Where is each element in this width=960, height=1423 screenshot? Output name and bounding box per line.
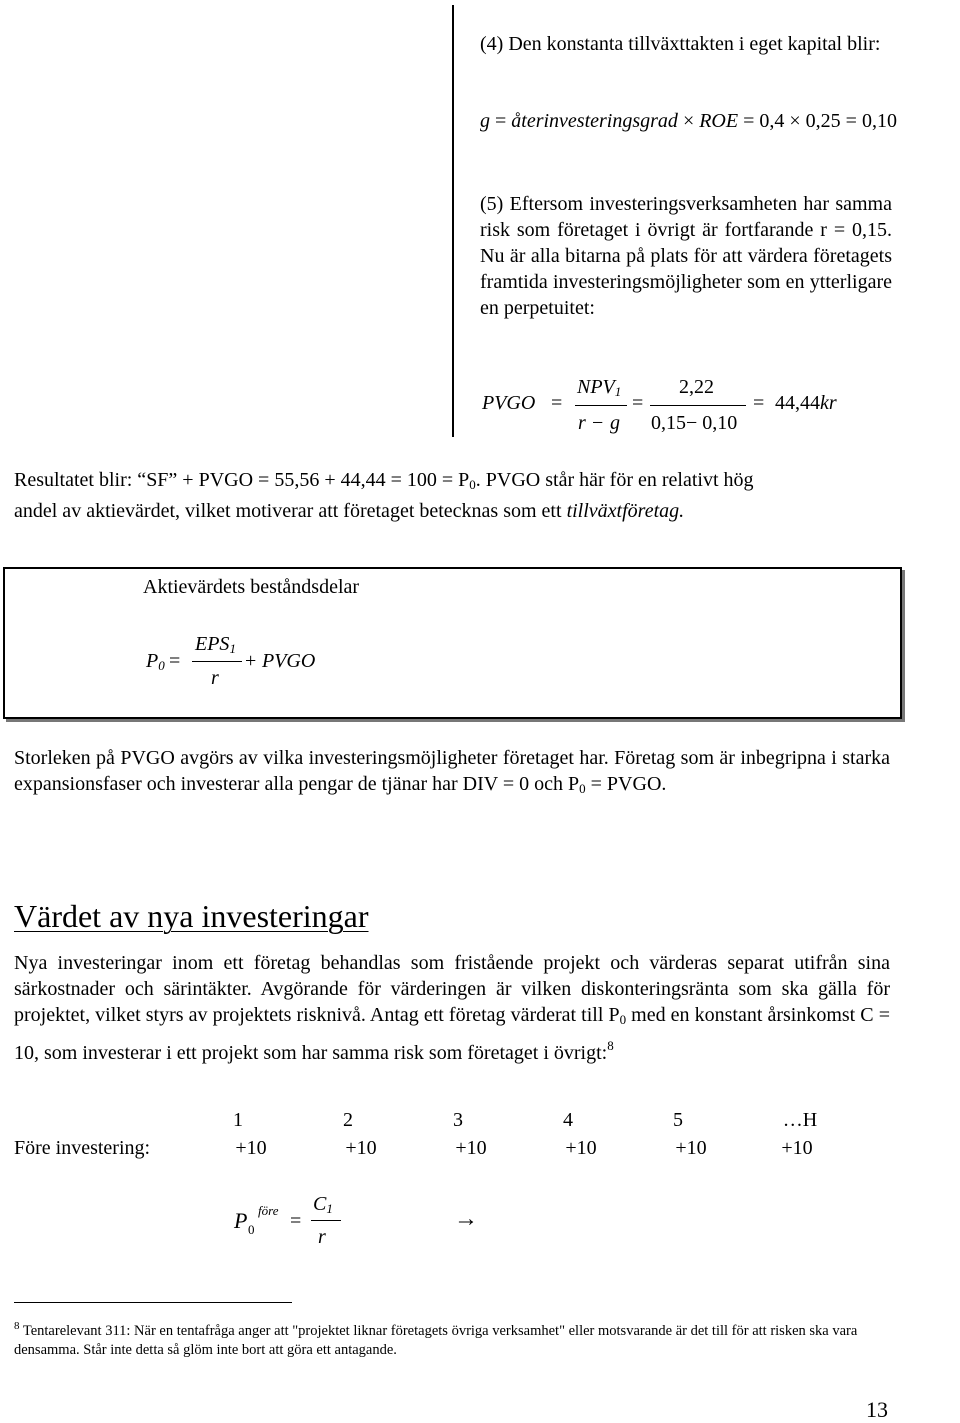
table-header-2: 2 [343,1109,353,1131]
page-number: 13 [866,1397,888,1422]
table-header-4: 4 [563,1109,573,1131]
eq-g-eq2: = [743,110,755,132]
paragraph-5: (5) Eftersom investeringsverksamheten har samma risk som företaget i övrigt är fortfarande r = 0,15. Nu är alla bitarna på plats för att värdera företagets framtida investeringsmöjligheter som en ytterligare en perpetuitet: [480,193,892,319]
pvgo-result: 44,44kr [775,392,837,414]
result-line-2: andel av aktievärdet, vilket motiverar att företaget betecknas som ett tillväxtföretag. [14,500,685,522]
eq-g-v1: 0,4 [759,110,785,132]
box-plus: + [245,650,257,672]
table-row-label: Före investering: [14,1137,151,1159]
footnote [14,1317,894,1360]
pvgo-eq1: = [551,392,563,414]
table-cell-4: +10 [565,1137,597,1159]
result-line-1: Resultatet blir: “SF” + PVGO = $55,56 + 44,44 = 100 = P_0$. PVGO står här för en relativt hög [14,469,754,492]
table-cell-2: +10 [345,1137,377,1159]
pvgo-num1: $NPV_1$ [577,376,622,399]
fore-sub: 0 [248,1222,255,1237]
fore-frac-line [311,1220,341,1221]
footnote-mark: 8 [14,1320,20,1332]
table-cell-1: +10 [235,1137,267,1159]
pvgo-frac1-line [575,405,627,406]
table-header-h: …H [782,1109,818,1131]
box-tail: PVGO [262,650,316,672]
footnote-rule [14,1302,292,1303]
result-paragraph [14,467,914,524]
footnote-text: Tentarelevant 311: När en tentafråga anger att "projektet liknar företagets övriga verksamhet" eller motsvarande är det till för att risken ska vara densamma. Står inte detta så glöm inte bort att göra ett antagande. [14,1323,858,1358]
eq-g-term2: ROE [699,110,739,132]
table-header-1: 1 [233,1109,243,1131]
arrow-icon: → [454,1206,478,1232]
table-cell-5: +10 [675,1137,707,1159]
pvgo-frac2-line [650,405,746,406]
box-num: $EPS_1$ [195,633,236,656]
pvgo-den1-minus: − [592,412,604,434]
eq-g-v3: 0,10 [861,110,897,132]
box-p0: $P_0$ [146,650,165,673]
eq-g-times2: × [789,110,801,132]
pvgo-lhs: PVGO [482,392,536,414]
section-heading: Värdet av nya investeringar [14,898,369,934]
table-cell-3: +10 [455,1137,487,1159]
eq-g-lhs: g [480,110,490,132]
box-den: r [211,667,219,689]
fore-sup: före [258,1203,279,1218]
eq-g-term1: återinvesteringsgrad [511,110,678,132]
eq-g-eq1: = [495,110,507,132]
fore-p: P [234,1208,248,1233]
pvgo-den1-r: r [578,412,586,434]
pvgo-den1-g: g [610,412,620,434]
pvgo-eq2: = [632,392,644,414]
eq-g-v2: 0,25 [805,110,841,132]
eq-g-eq3: = [845,110,857,132]
pvgo-eq3: = [753,392,765,414]
fore-num: $C_1$ [313,1193,333,1216]
size-paragraph: Storleken på PVGO avgörs av vilka investeringsmöjligheter företaget har. Företag som är inbegripna i starka expansionsfaser och investerar alla pengar de tjänar har DIV = 0 och $P_0$ = PVGO. [14,747,890,796]
column-divider [452,5,454,437]
eq-g-times1: × [682,110,695,132]
table-cell-h: +10 [781,1137,813,1159]
box-frac-line [192,661,242,662]
box-title: Aktievärdets beståndsdelar [143,576,360,598]
paragraph-4: (4) Den konstanta tillväxttakten i eget kapital blir: [480,33,881,55]
value-components-box [3,567,902,719]
equation-growth [480,110,897,133]
pvgo-num2: 2,22 [679,376,714,398]
fore-den: r [318,1226,326,1248]
box-eq: = [169,650,181,672]
table-header-5: 5 [673,1109,683,1131]
table-header-3: 3 [453,1109,463,1131]
fore-eq: = [290,1210,302,1232]
section-paragraph: Nya investeringar inom ett företag behandlas som fristående projekt och värderas separat utifrån sina särkostnader och särintäkter. Avgörande för värderingen är vilken diskonteringsränta som ska gälla för projektet, vilket styrs av projektets risknivå. Antag ett företag värderat till $P_0$ med en konstant årsinkomst C = 10, som investerar i ett projekt som har samma risk som företaget i övrigt:$^8$ [14,952,890,1064]
pvgo-den2: 0,15− 0,10 [651,412,738,434]
